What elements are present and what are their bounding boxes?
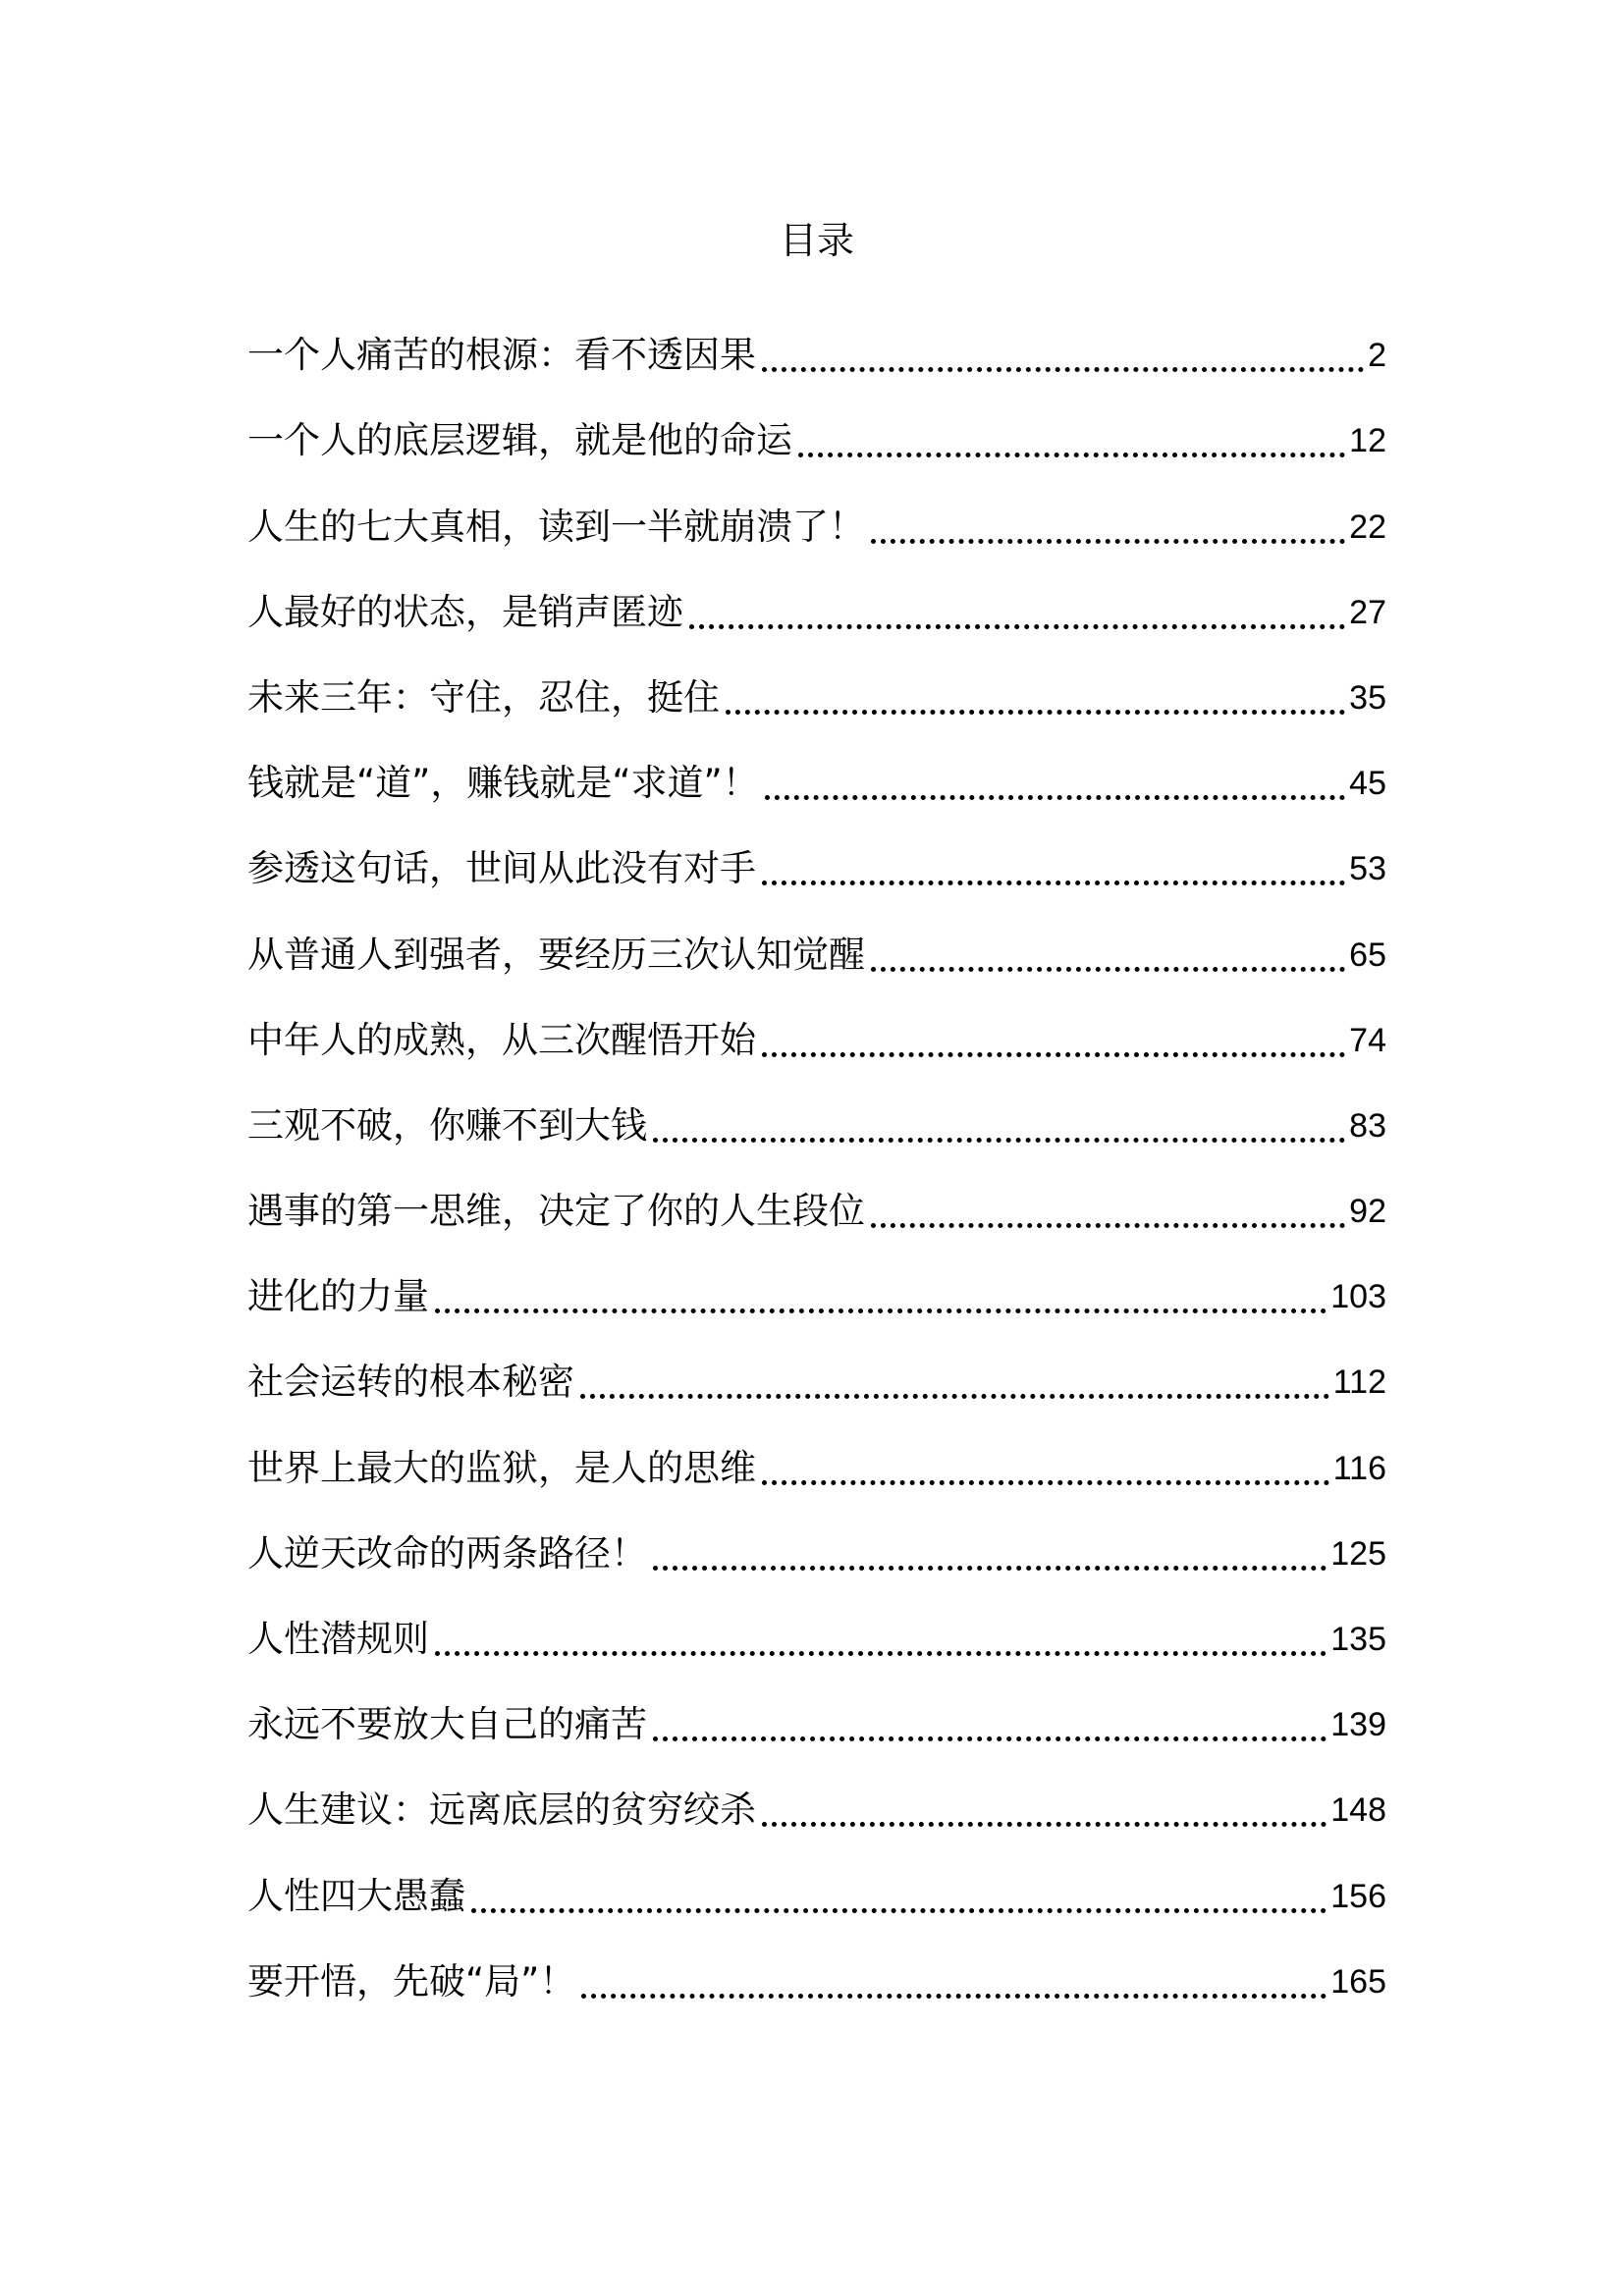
dot-leader <box>580 1374 1329 1399</box>
toc-entry-page: 125 <box>1330 1534 1386 1573</box>
toc-entry-page: 116 <box>1332 1449 1386 1487</box>
toc-entry-page: 65 <box>1349 935 1386 974</box>
toc-entry[interactable] <box>247 467 1386 553</box>
toc-entry[interactable] <box>247 1067 1386 1152</box>
dot-leader <box>798 433 1345 457</box>
dot-leader <box>435 1631 1326 1656</box>
toc-entry-label: 钱就是“道”，赚钱就是“求道”！ <box>247 762 759 805</box>
toc-entry-label: 社会运转的根本秘密 <box>247 1361 574 1404</box>
toc-entry-page: 2 <box>1368 337 1386 375</box>
toc-entry-page: 27 <box>1349 593 1386 631</box>
toc-entry-label: 人性四大愚蠢 <box>247 1874 465 1917</box>
toc-entry[interactable] <box>247 895 1386 981</box>
toc-entry-page: 135 <box>1330 1621 1386 1658</box>
toc-title: 目录 <box>779 219 854 262</box>
toc-entry-page: 35 <box>1349 678 1386 717</box>
toc-entry[interactable] <box>247 1923 1386 2008</box>
toc-entry[interactable] <box>247 554 1386 639</box>
dot-leader <box>762 1033 1345 1057</box>
toc-entry-label: 要开悟，先破“局”！ <box>247 1959 576 2002</box>
toc-entry-page: 22 <box>1349 507 1386 546</box>
toc-entry-page: 139 <box>1330 1706 1386 1744</box>
dot-leader <box>762 861 1345 885</box>
toc-entry[interactable] <box>247 1238 1386 1323</box>
dot-leader <box>471 1889 1326 1913</box>
toc-entry-label: 三观不破，你赚不到大钱 <box>247 1103 647 1147</box>
toc-entry[interactable] <box>247 639 1386 724</box>
toc-entry-label: 人逆天改命的两条路径！ <box>247 1531 647 1575</box>
toc-entry[interactable] <box>247 810 1386 895</box>
dot-leader <box>653 1717 1326 1741</box>
toc-entry-page: 92 <box>1349 1193 1386 1231</box>
dot-leader <box>762 1802 1326 1827</box>
toc-entry[interactable] <box>247 1751 1386 1837</box>
toc-entry-page: 156 <box>1330 1877 1386 1915</box>
toc-entry-page: 12 <box>1349 422 1386 460</box>
toc-entry[interactable] <box>247 1409 1386 1494</box>
dot-leader <box>871 947 1345 972</box>
toc-entry-page: 112 <box>1332 1363 1386 1402</box>
dot-leader <box>726 690 1345 715</box>
dot-leader <box>653 1118 1345 1143</box>
toc-entry[interactable] <box>247 982 1386 1067</box>
dot-leader <box>689 605 1345 629</box>
dot-leader <box>762 347 1364 372</box>
dot-leader <box>581 1974 1326 1999</box>
dot-leader <box>765 775 1345 800</box>
dot-leader <box>435 1289 1326 1313</box>
toc-entry-page: 74 <box>1349 1021 1386 1059</box>
toc-entry[interactable] <box>247 1580 1386 1666</box>
toc-entry[interactable] <box>247 724 1386 810</box>
table-of-contents <box>247 296 1386 2008</box>
toc-entry-label: 一个人的底层逻辑，就是他的命运 <box>247 419 792 462</box>
toc-entry-label: 世界上最大的监狱，是人的思维 <box>247 1446 756 1489</box>
toc-entry-label: 参透这句话，世间从此没有对手 <box>247 847 756 890</box>
toc-entry-label: 人生建议：远离底层的贫穷绞杀 <box>247 1789 756 1832</box>
dot-leader <box>762 1461 1329 1485</box>
toc-entry[interactable] <box>247 296 1386 382</box>
toc-entry-label: 进化的力量 <box>247 1275 429 1318</box>
toc-entry-page: 103 <box>1330 1278 1386 1316</box>
toc-entry-label: 人最好的状态，是销声匿迹 <box>247 590 683 633</box>
dot-leader <box>871 519 1345 544</box>
toc-entry-page: 45 <box>1349 765 1386 803</box>
toc-entry-label: 永远不要放大自己的痛苦 <box>247 1703 647 1746</box>
toc-entry-page: 165 <box>1330 1962 1386 2001</box>
toc-entry[interactable] <box>247 1666 1386 1751</box>
toc-entry-label: 遇事的第一思维，决定了你的人生段位 <box>247 1190 865 1233</box>
toc-entry-label: 人生的七大真相，读到一半就崩溃了！ <box>247 505 865 548</box>
toc-entry[interactable] <box>247 1152 1386 1238</box>
toc-entry-page: 83 <box>1349 1106 1386 1145</box>
dot-leader <box>653 1546 1326 1571</box>
toc-entry[interactable] <box>247 1323 1386 1409</box>
toc-entry-label: 一个人痛苦的根源：看不透因果 <box>247 334 756 377</box>
toc-entry-label: 中年人的成熟，从三次醒悟开始 <box>247 1018 756 1061</box>
toc-entry[interactable] <box>247 382 1386 467</box>
dot-leader <box>871 1203 1345 1228</box>
toc-entry-label: 从普通人到强者，要经历三次认知觉醒 <box>247 933 865 976</box>
toc-entry-label: 人性潜规则 <box>247 1618 429 1660</box>
toc-entry[interactable] <box>247 1837 1386 1922</box>
toc-entry-label: 未来三年：守住，忍住，挺住 <box>247 675 720 719</box>
toc-entry-page: 148 <box>1330 1791 1386 1830</box>
toc-entry[interactable] <box>247 1495 1386 1580</box>
toc-entry-page: 53 <box>1349 850 1386 888</box>
